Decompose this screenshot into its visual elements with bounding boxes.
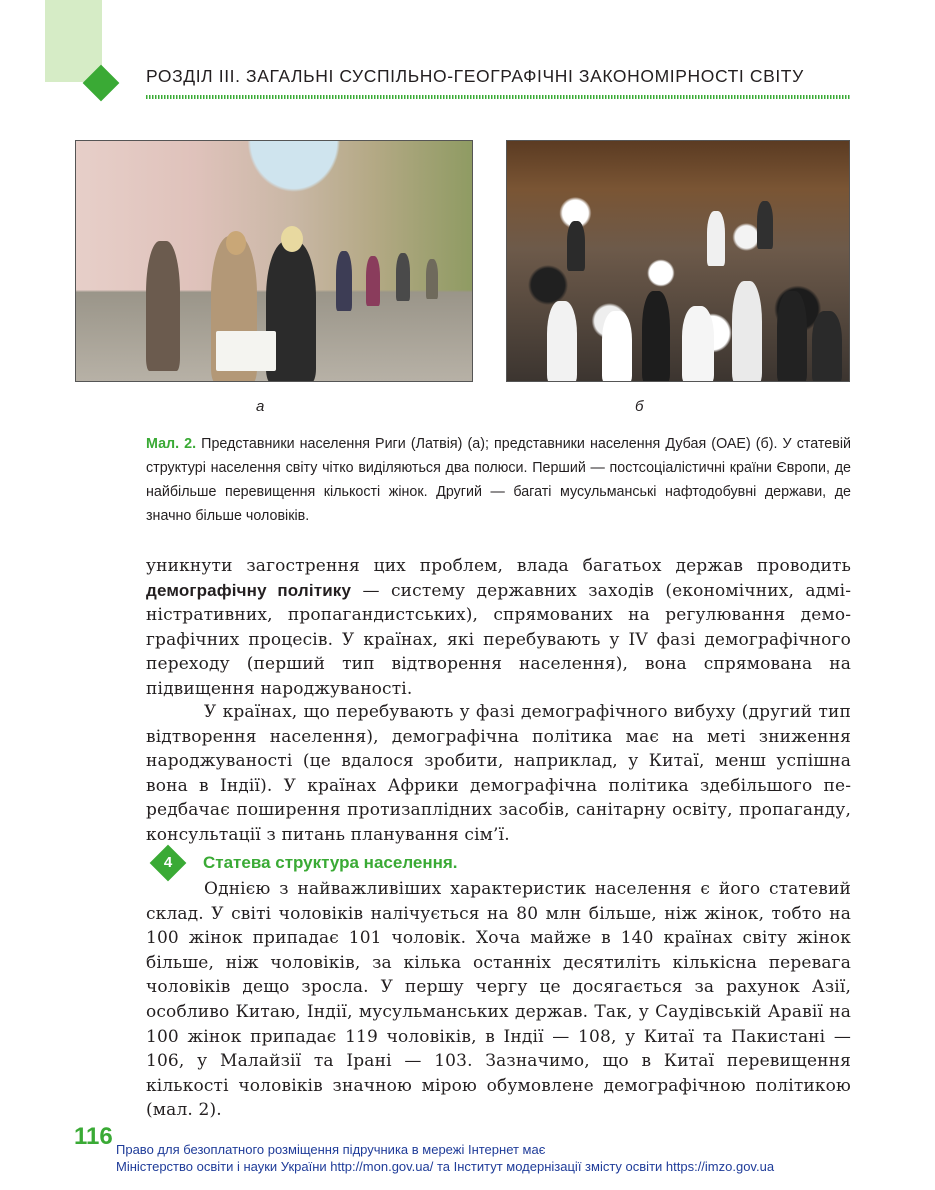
- section-title: Статева структура населення.: [203, 853, 458, 872]
- paragraph-demographic-policy: [146, 554, 851, 702]
- photo-label-a: а: [256, 398, 265, 415]
- caption-label: Мал. 2.: [146, 436, 197, 452]
- paragraph-text: уникнути загострення цих проблем, влада багатьох держав проводить: [146, 556, 851, 576]
- license-footer: [116, 1141, 916, 1175]
- footer-line-1: Право для безоплатного розміщення підручника в мережі Інтернет має: [116, 1142, 546, 1157]
- header-divider: [146, 95, 850, 99]
- section-number: 4: [163, 854, 173, 871]
- corner-tab: [45, 0, 102, 82]
- page-number: 116: [74, 1123, 113, 1150]
- figure-caption: [146, 432, 851, 528]
- photo-riga-street: [75, 140, 473, 382]
- key-term: демографічну політику: [146, 580, 352, 600]
- paragraph-demographic-boom: У країнах, що перебувають у фазі демографічного вибуху (другий тип відтворення населення), демографічна політика має на меті зниження народжуваності (це вдалося зробити, наприклад, у Китаї, менш успішна вона в Індії). У країнах Африки демографічна політика здебільшого передбачає поширення протизаплідних засобів, санітарну освіту, пропаганду, консультації з питань планування сім’ї.: [146, 702, 851, 845]
- chapter-title: РОЗДІЛ ІІІ. ЗАГАЛЬНІ СУСПІЛЬНО-ГЕОГРАФІЧНІ ЗАКОНОМІРНОСТІ СВІТУ: [146, 66, 804, 86]
- photo-dubai-crowd: [506, 140, 850, 382]
- footer-line-2: Міністерство освіти і науки України http://mon.gov.ua/ та Інститут модернізації змісту освіти https://imzo.gov.ua: [116, 1159, 775, 1174]
- caption-text: Представники населення Риги (Латвія) (а); представники населення Дубая (ОАЕ) (б). У статевій структурі населення світу чітко виділяються два полюси. Перший — постсоціалістичні країни Європи, де найбільше перевищення кількості жінок. Другий — багаті мусульманські нафтодобувні держави, де значно більше чоловіків.: [146, 436, 851, 524]
- paragraph-text: — систему державних заходів (економічних, адміністративних, пропагандистських), спрямованих на регулювання демографічних процесів. У країнах, які перебувають у IV фазі демографічного переходу (перший тип відтворення населення), вона спрямована на підвищення народжуваності.: [146, 580, 852, 699]
- photo-label-b: б: [635, 398, 644, 415]
- paragraph-sex-structure: Однією з найважливіших характеристик населення є його статевий склад. У світі чоловіків налічується на 80 млн більше, ніж жінок, тобто на 100 жінок припадає 101 чоловік. Хоча майже в 140 країнах світу жінок більше, ніж чоловіків, за кілька останніх десятиліть кількісна перевага чоловіків дещо зросла. У першу чергу це досягається за рахунок Азії, особливо Китаю, Індії, мусульманських держав. Так, у Саудівській Аравії на 100 жінок припадає 119 чоловіків, в Індії — 108, у Китаї та Пакистані — 106, у Малайзії та Ірані — 103. Зазначимо, що в Китаї перевищення кількості чоловіків значною мірою обумовлене демографічною політикою (мал. 2).: [146, 879, 851, 1121]
